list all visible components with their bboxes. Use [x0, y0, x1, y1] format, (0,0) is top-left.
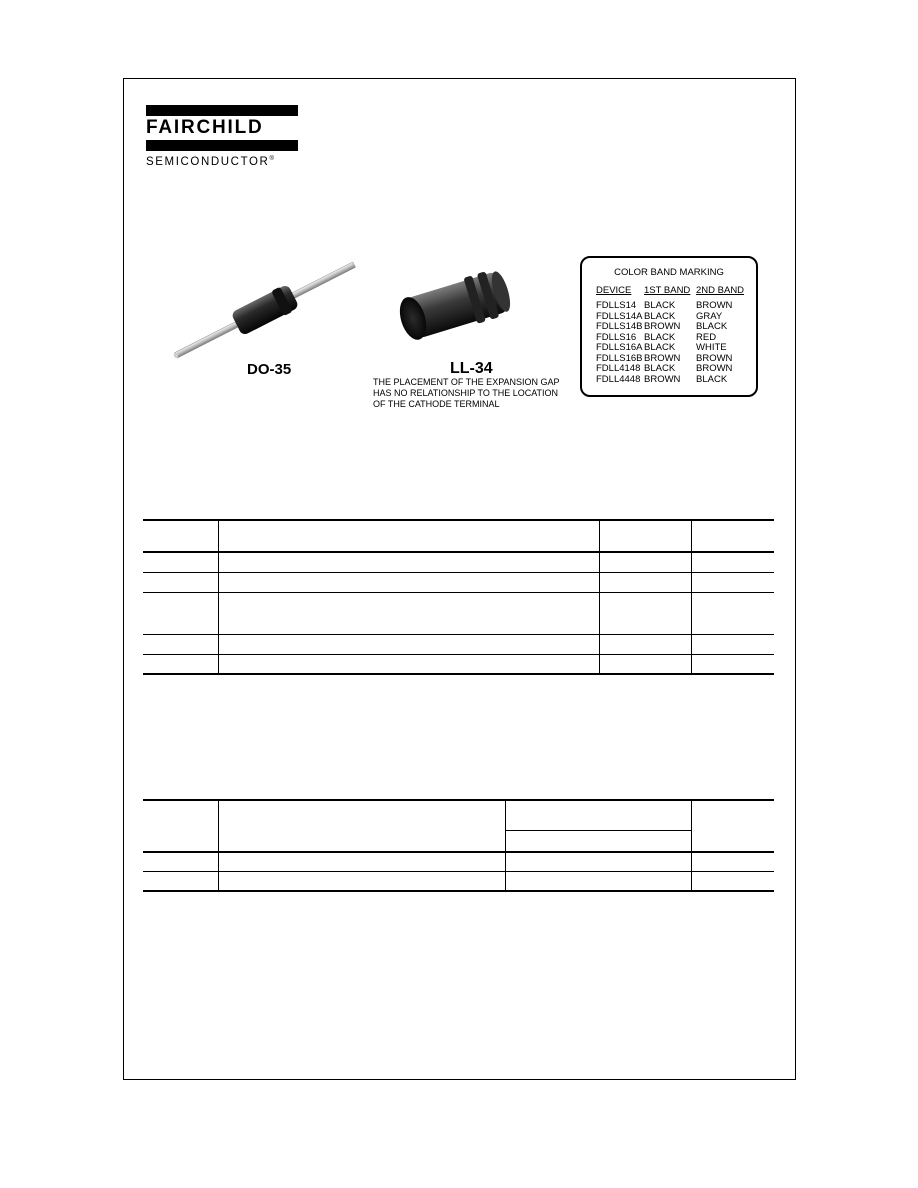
logo-subtitle-text: SEMICONDUCTOR: [146, 155, 270, 168]
cell-band1: BLACK: [644, 331, 676, 343]
logo-wordmark: FAIRCHILD: [146, 117, 264, 138]
cell-band1: BLACK: [644, 310, 676, 322]
table-column-divider: [691, 799, 692, 892]
cell-device: FDLL4448: [596, 373, 641, 385]
table-rule: [143, 654, 774, 655]
table-rule: [143, 890, 774, 892]
table-rule: [143, 673, 774, 675]
table-rule: [143, 799, 774, 801]
cell-device: FDLLS16A: [596, 342, 643, 353]
cell-device: FDLLS14: [596, 300, 637, 311]
header-1st-band: 1ST BAND: [644, 285, 691, 296]
cell-band2: BROWN: [696, 300, 733, 311]
header-device: DEVICE: [596, 285, 632, 296]
cell-band2: RED: [696, 331, 717, 343]
table-rule: [143, 871, 774, 872]
cell-device: FDLLS14A: [596, 310, 643, 322]
logo-bar-bottom: [146, 140, 298, 151]
cell-device: FDLLS14B: [596, 321, 643, 332]
cell-band1: BROWN: [644, 321, 681, 332]
cell-band1: BROWN: [644, 352, 681, 364]
cell-band2: BLACK: [696, 373, 728, 385]
table-rule: [143, 851, 774, 853]
table-column-divider: [218, 799, 219, 892]
table-rule: [143, 634, 774, 635]
table-rule: [143, 592, 774, 593]
do35-diode-image: [170, 255, 360, 365]
ll34-diode-image: [395, 255, 520, 355]
cell-device: FDLLS16B: [596, 352, 643, 364]
table-rule: [143, 519, 774, 521]
cell-band2: GRAY: [696, 310, 723, 322]
registered-mark: ®: [269, 156, 274, 162]
header-2nd-band: 2ND BAND: [696, 285, 745, 296]
table-rule: [505, 830, 691, 831]
logo-bar-top: [146, 105, 298, 116]
table-rule: [143, 551, 774, 553]
cell-band2: BLACK: [696, 321, 728, 332]
color-band-title: COLOR BAND MARKING: [614, 267, 724, 278]
page-frame: [123, 78, 796, 1080]
table-column-divider: [599, 519, 600, 675]
ll34-label: LL-34: [450, 360, 493, 377]
cell-band1: BROWN: [644, 373, 681, 385]
cell-band2: BROWN: [696, 363, 733, 374]
fairchild-logo: [146, 105, 306, 169]
cell-device: FDLLS16: [596, 331, 637, 343]
logo-subtitle: [146, 153, 306, 169]
cell-device: FDLL4148: [596, 363, 641, 374]
do35-label: DO-35: [247, 361, 292, 378]
expansion-gap-note: [373, 377, 560, 410]
cell-band1: BLACK: [644, 342, 676, 353]
cell-band2: BROWN: [696, 352, 733, 364]
table-rule: [143, 572, 774, 573]
cell-band1: BLACK: [644, 363, 676, 374]
table-column-divider: [505, 799, 506, 892]
table-column-divider: [691, 519, 692, 675]
note-line: THE PLACEMENT OF THE EXPANSION GAP: [373, 377, 560, 387]
cell-band2: WHITE: [696, 342, 727, 353]
cell-band1: BLACK: [644, 300, 676, 311]
note-line: OF THE CATHODE TERMINAL: [373, 399, 500, 409]
table-column-divider: [218, 519, 219, 675]
note-line: HAS NO RELATIONSHIP TO THE LOCATION: [373, 388, 559, 398]
color-band-marking-box: [580, 256, 758, 397]
